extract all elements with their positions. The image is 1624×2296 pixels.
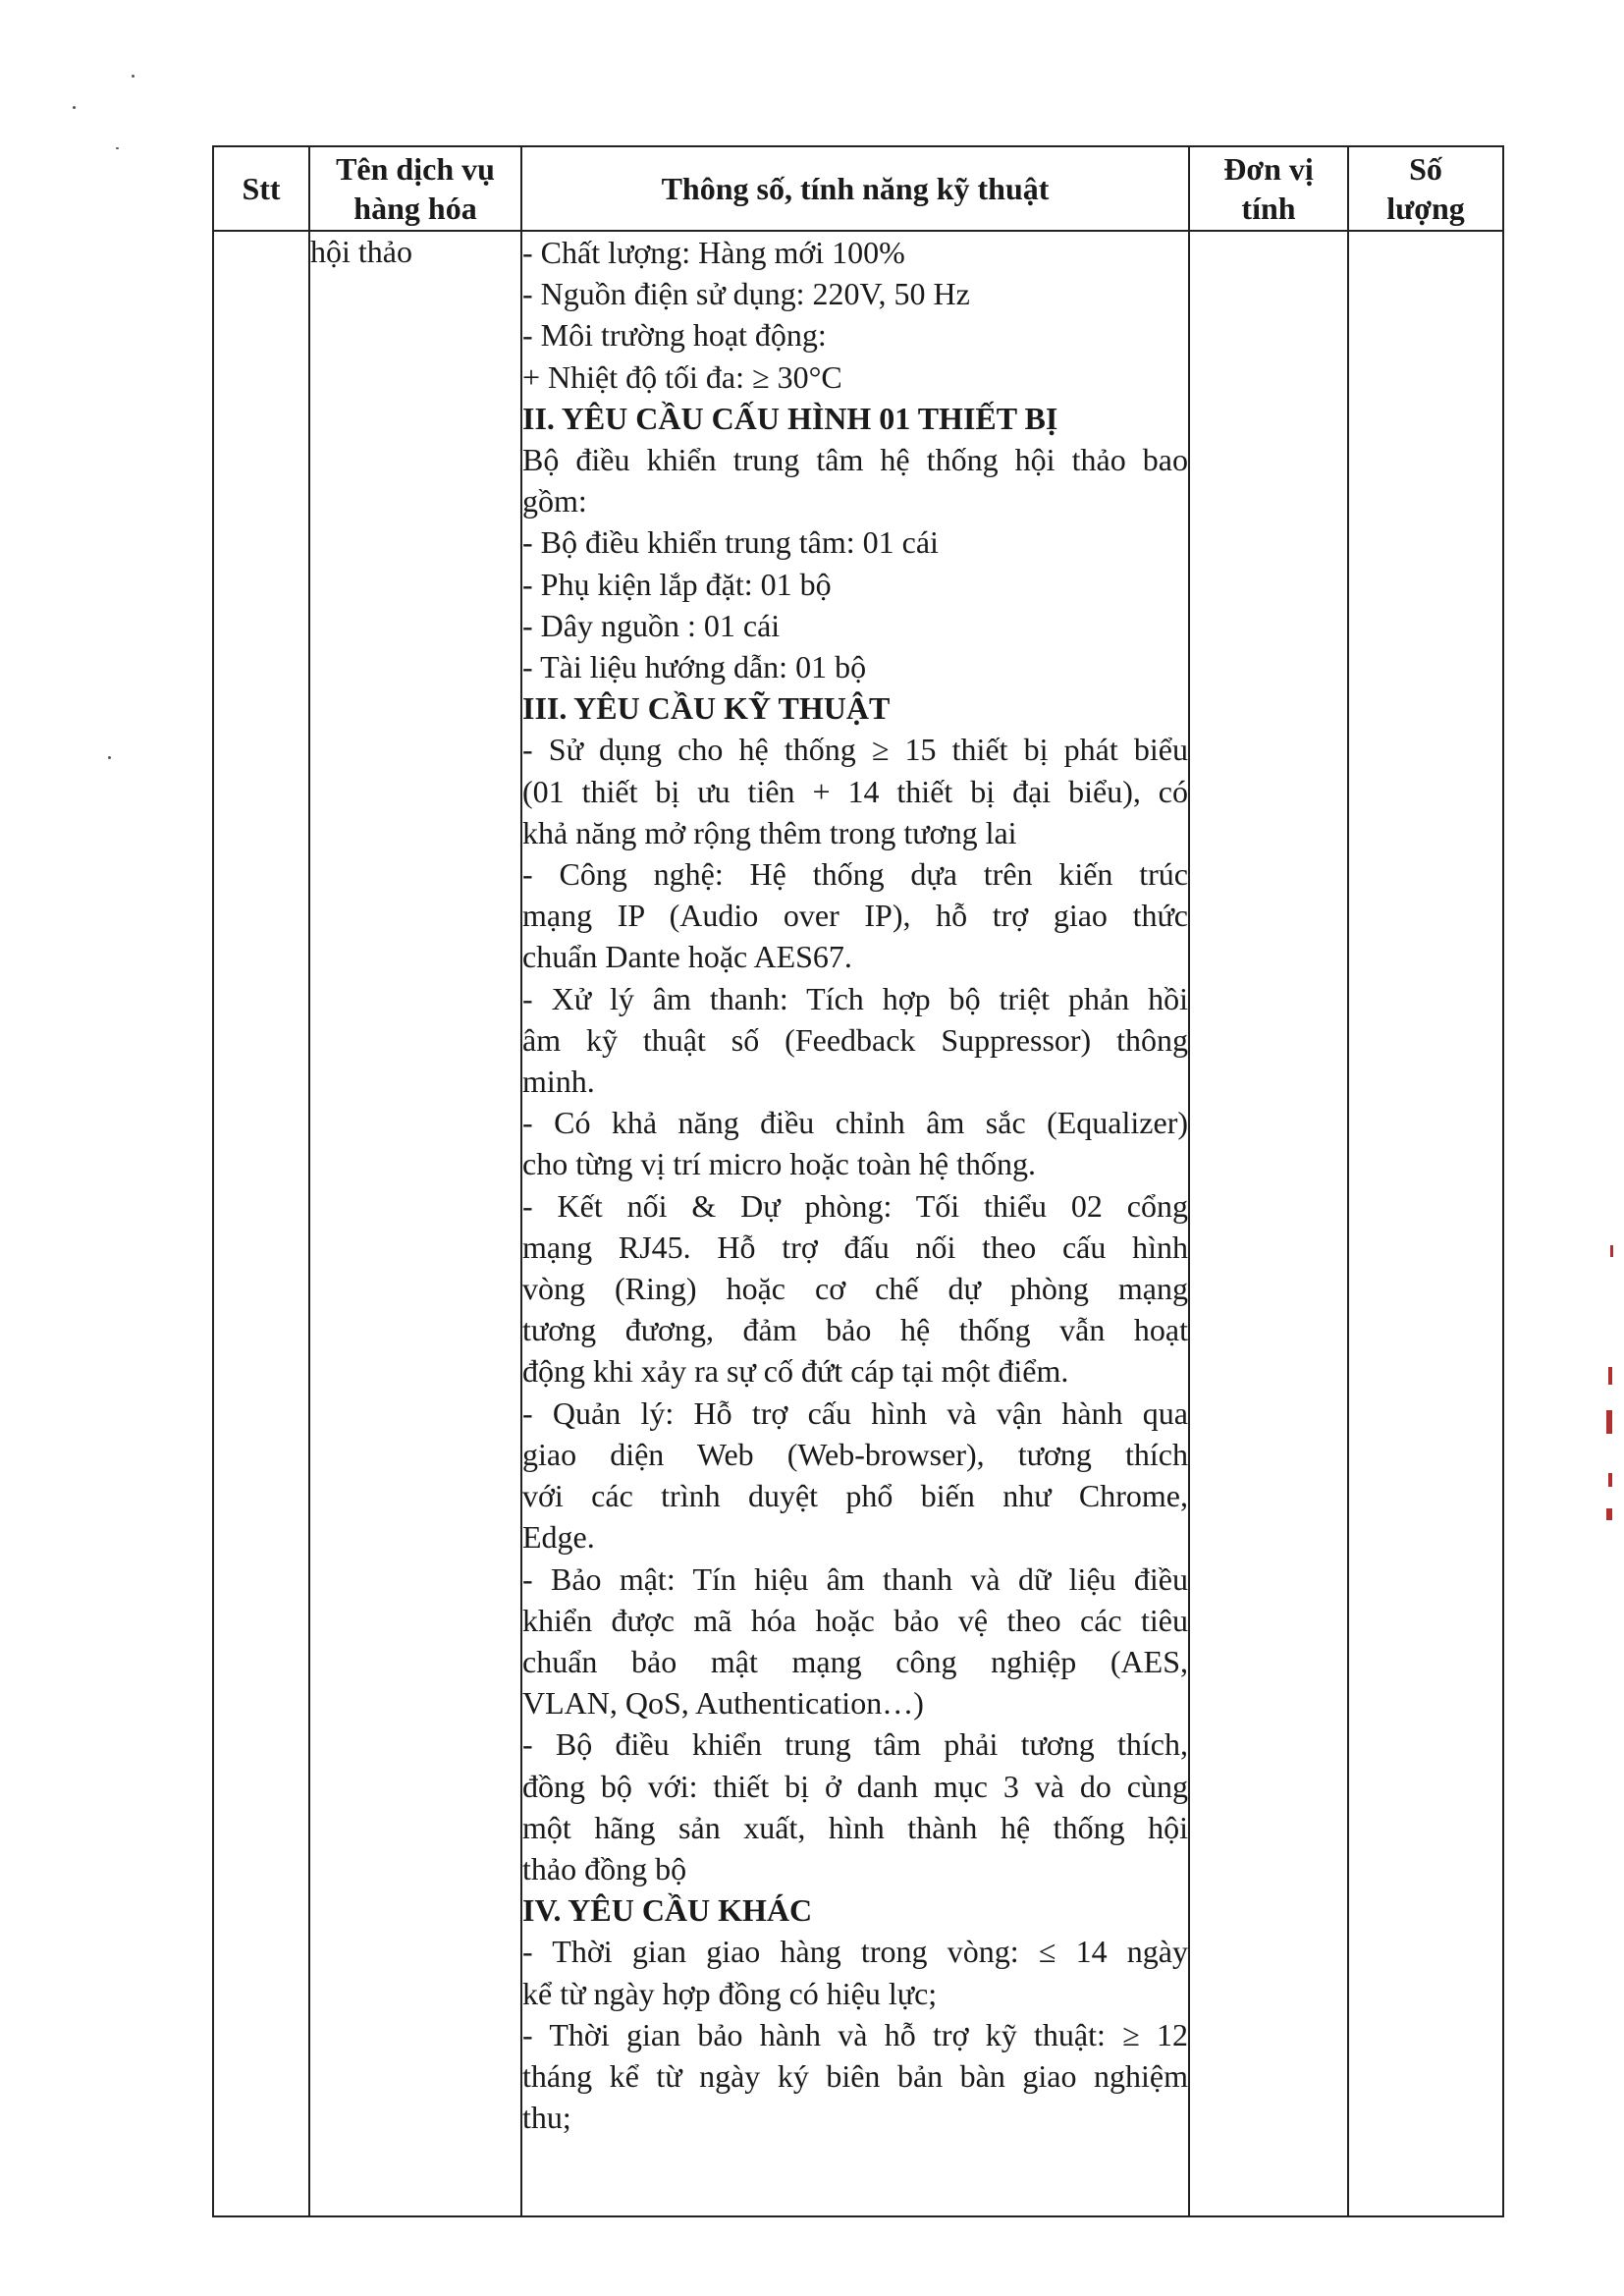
spec-line: + Nhiệt độ tối đa: ≥ 30°C — [522, 358, 842, 395]
spec-line: - Môi trường hoạt động: — [522, 317, 827, 354]
spec-line: - Xử lý âm thanh: Tích hợp bộ triệt phản hồi — [522, 980, 1188, 1016]
cell-qty — [1348, 231, 1503, 2216]
spec-line: - Thời gian giao hàng trong vòng: ≤ 14 ngày — [522, 1934, 1188, 1970]
header-spec: Thông số, tính năng kỹ thuật — [521, 146, 1189, 231]
spec-line: tháng kể từ ngày ký biên bản bàn giao nghiệm — [522, 2057, 1188, 2094]
section-heading: III. YÊU CẦU KỸ THUẬT — [522, 690, 891, 727]
spec-line: âm kỹ thuật số (Feedback Suppressor) thông — [522, 1021, 1188, 1058]
table-row — [213, 231, 1503, 2216]
spec-line: - Bộ điều khiển trung tâm phải tương thích, — [522, 1726, 1188, 1763]
spec-line: - Có khả năng điều chỉnh âm sắc (Equalizer) — [522, 1105, 1188, 1141]
spec-line: tương đương, đảm bảo hệ thống vẫn hoạt — [522, 1312, 1188, 1348]
spec-line: minh. — [522, 1064, 595, 1100]
scan-edge-mark — [1610, 1245, 1613, 1257]
spec-table — [212, 145, 1504, 2217]
spec-line: một hãng sản xuất, hình thành hệ thống hội — [522, 1809, 1188, 1845]
spec-line: khả năng mở rộng thêm trong tương lai — [522, 814, 1017, 850]
scan-speck — [116, 147, 119, 149]
spec-line: kể từ ngày hợp đồng có hiệu lực; — [522, 1975, 938, 2011]
scan-speck — [132, 75, 135, 78]
spec-line: mạng RJ45. Hỗ trợ đấu nối theo cấu hình — [522, 1229, 1188, 1265]
spec-line: - Nguồn điện sử dụng: 220V, 50 Hz — [522, 276, 970, 312]
spec-line: gồm: — [522, 483, 587, 519]
spec-line: - Thời gian bảo hành và hỗ trợ kỹ thuật: ≥ 12 — [522, 2016, 1188, 2052]
spec-line: - Công nghệ: Hệ thống dựa trên kiến trúc — [522, 856, 1188, 893]
section-heading: II. YÊU CẦU CẤU HÌNH 01 THIẾT BỊ — [522, 400, 1058, 436]
spec-line: Bộ điều khiển trung tâm hệ thống hội thảo bao — [522, 442, 1188, 478]
spec-line: - Tài liệu hướng dẫn: 01 bộ — [522, 649, 867, 685]
spec-line: chuẩn Dante hoặc AES67. — [522, 939, 852, 975]
spec-line: thu; — [522, 2100, 571, 2136]
cell-unit — [1189, 231, 1348, 2216]
spec-line: Edge. — [522, 1519, 595, 1556]
header-name: Tên dịch vụ hàng hóa — [309, 146, 521, 231]
scan-speck — [108, 756, 111, 759]
scan-speck — [73, 106, 76, 109]
spec-line: - Dây nguồn : 01 cái — [522, 607, 781, 643]
scan-edge-mark — [1608, 1473, 1612, 1487]
table-header-row — [213, 146, 1503, 231]
spec-line: mạng IP (Audio over IP), hỗ trợ giao thức — [522, 898, 1188, 934]
spec-line: - Kết nối & Dự phòng: Tối thiểu 02 cổng — [522, 1187, 1188, 1224]
cell-stt — [213, 231, 309, 2216]
spec-line: - Bộ điều khiển trung tâm: 01 cái — [522, 524, 939, 561]
spec-line: động khi xảy ra sự cố đứt cáp tại một điểm. — [522, 1353, 1069, 1390]
scan-edge-mark — [1606, 1508, 1612, 1520]
spec-line: VLAN, QoS, Authentication…) — [522, 1685, 924, 1722]
cell-spec — [521, 231, 1189, 2216]
spec-line: giao diện Web (Web-browser), tương thích — [522, 1436, 1188, 1472]
header-stt: Stt — [213, 146, 309, 231]
spec-text-block — [522, 232, 1188, 2138]
spec-line: khiển được mã hóa hoặc bảo vệ theo các tiêu — [522, 1602, 1188, 1638]
spec-line: vòng (Ring) hoặc cơ chế dự phòng mạng — [522, 1271, 1188, 1307]
spec-line: - Chất lượng: Hàng mới 100% — [522, 235, 905, 270]
scan-edge-mark — [1608, 1367, 1612, 1385]
section-heading: IV. YÊU CẦU KHÁC — [522, 1892, 813, 1929]
spec-line: cho từng vị trí micro hoặc toàn hệ thống. — [522, 1146, 1036, 1182]
cell-name: hội thảo — [309, 231, 521, 2216]
scan-edge-mark — [1606, 1410, 1612, 1434]
header-qty: Số lượng — [1348, 146, 1503, 231]
spec-line: - Phụ kiện lắp đặt: 01 bộ — [522, 566, 832, 602]
spec-line: (01 thiết bị ưu tiên + 14 thiết bị đại biểu), có — [522, 773, 1188, 809]
spec-line: thảo đồng bộ — [522, 1850, 687, 1886]
spec-line: - Sử dụng cho hệ thống ≥ 15 thiết bị phát biểu — [522, 732, 1188, 768]
header-unit: Đơn vị tính — [1189, 146, 1348, 231]
spec-line: - Quản lý: Hỗ trợ cấu hình và vận hành qua — [522, 1394, 1188, 1431]
spec-line: chuẩn bảo mật mạng công nghiệp (AES, — [522, 1643, 1188, 1679]
spec-line: đồng bộ với: thiết bị ở danh mục 3 và do cùng — [522, 1768, 1188, 1804]
spec-line: với các trình duyệt phổ biến như Chrome, — [522, 1478, 1188, 1514]
spec-line: - Bảo mật: Tín hiệu âm thanh và dữ liệu điều — [522, 1560, 1188, 1597]
